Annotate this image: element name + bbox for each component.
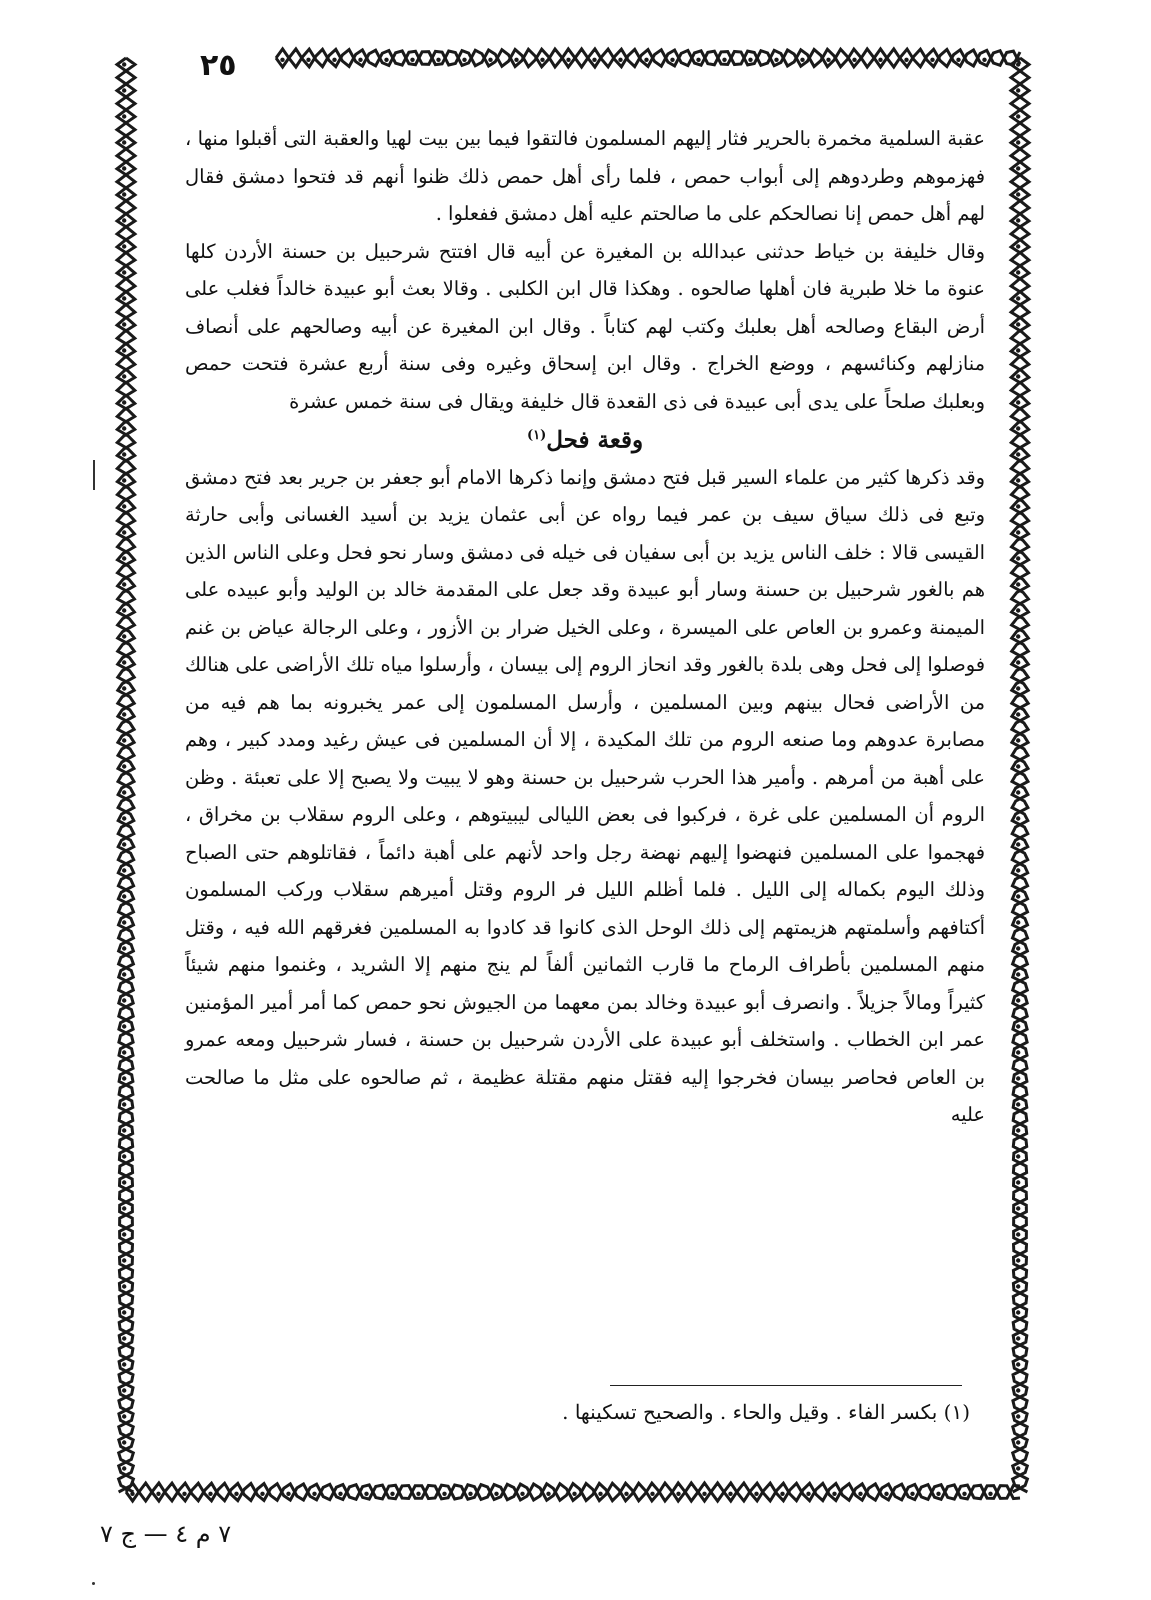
border-left-bead	[122, 1102, 126, 1106]
border-right-bead	[1016, 972, 1020, 976]
border-left-bead	[122, 1076, 126, 1080]
border-right-bead	[1016, 790, 1020, 794]
border-left-bead	[122, 504, 126, 508]
border-right-bead	[1016, 426, 1020, 430]
footnote-ref: (١)	[526, 428, 547, 443]
border-left-bead	[122, 712, 126, 716]
border-top-bead	[488, 58, 492, 62]
border-left-bead	[122, 1232, 126, 1236]
border-left-bead	[122, 1258, 126, 1262]
border-left-bead	[122, 1440, 126, 1444]
border-top-bead	[280, 58, 284, 62]
page-number: ٢٥	[200, 48, 237, 83]
border-bottom-bead	[780, 1492, 784, 1496]
border-top-bead	[618, 58, 622, 62]
border-left-bead	[122, 894, 126, 898]
border-left-bead	[122, 62, 126, 66]
border-top-bead	[722, 58, 726, 62]
border-top-bead	[462, 58, 466, 62]
border-right-bead	[1016, 348, 1020, 352]
border-bottom-bead	[494, 1492, 498, 1496]
border-right-bead	[1016, 1102, 1020, 1106]
border-left-bead	[122, 374, 126, 378]
border-right-bead	[1016, 1206, 1020, 1210]
border-right-bead	[1016, 1388, 1020, 1392]
border-right-bead	[1016, 1180, 1020, 1184]
border-left-bead	[122, 1128, 126, 1132]
border-right-bead	[1016, 1076, 1020, 1080]
border-bottom-bead	[910, 1492, 914, 1496]
border-bottom-bead	[936, 1492, 940, 1496]
border-right-bead	[1016, 114, 1020, 118]
border-top-bead	[826, 58, 830, 62]
border-right-bead	[1016, 556, 1020, 560]
border-top-bead	[566, 58, 570, 62]
border-left-bead	[122, 452, 126, 456]
border-left-bead	[122, 816, 126, 820]
border-left-bead	[122, 1310, 126, 1314]
border-top-bead	[696, 58, 700, 62]
border-left-bead	[122, 972, 126, 976]
border-right-bead	[1016, 478, 1020, 482]
border-top-bead	[540, 58, 544, 62]
border-right-bead	[1016, 608, 1020, 612]
border-left-bead	[122, 556, 126, 560]
border-bottom-bead	[364, 1492, 368, 1496]
border-bottom-bead	[442, 1492, 446, 1496]
border-right-bead	[1016, 1024, 1020, 1028]
border-right-bead	[1016, 1232, 1020, 1236]
page-body	[185, 120, 985, 1134]
border-top-bead	[774, 58, 778, 62]
border-left-bead	[122, 166, 126, 170]
border-left-bead	[122, 946, 126, 950]
border-right-bead	[1016, 296, 1020, 300]
border-right-bead	[1016, 1414, 1020, 1418]
border-right-bead	[1016, 816, 1020, 820]
border-left-bead	[122, 1388, 126, 1392]
border-top-bead	[982, 58, 986, 62]
border-top-bead	[904, 58, 908, 62]
border-right-bead	[1016, 452, 1020, 456]
border-right-bead	[1016, 530, 1020, 534]
border-top-bead	[384, 58, 388, 62]
border-bottom-bead	[390, 1492, 394, 1496]
border-left-bead	[122, 218, 126, 222]
border-right-bead	[1016, 946, 1020, 950]
border-right-bead	[1016, 868, 1020, 872]
border-right-bead	[1016, 842, 1020, 846]
border-right-bead	[1016, 1440, 1020, 1444]
border-bottom-bead	[702, 1492, 706, 1496]
border-left-bead	[122, 114, 126, 118]
border-left-bead	[122, 1154, 126, 1158]
border-left-bead	[122, 1466, 126, 1470]
border-bottom-bead	[806, 1492, 810, 1496]
border-bottom-bead	[650, 1492, 654, 1496]
border-left-bead	[122, 998, 126, 1002]
border-top-bead	[800, 58, 804, 62]
stray-dot	[92, 1582, 95, 1585]
border-left-bead	[122, 1206, 126, 1210]
section-heading-text: وقعة فحل	[546, 426, 644, 454]
border-right-bead	[1016, 140, 1020, 144]
border-right-bead	[1016, 712, 1020, 716]
border-left-bead	[122, 270, 126, 274]
border-left-bead	[122, 738, 126, 742]
border-right-bead	[1016, 1466, 1020, 1470]
border-right-bead	[1016, 244, 1020, 248]
border-bottom-bead	[858, 1492, 862, 1496]
border-right-bead	[1016, 582, 1020, 586]
border-bottom-bead	[182, 1492, 186, 1496]
border-bottom-bead	[286, 1492, 290, 1496]
footnote: (١) بكسر الفاء . وقيل والحاء . والصحيح تسكينها .	[562, 1400, 970, 1424]
border-bottom-bead	[988, 1492, 992, 1496]
border-right-bead	[1016, 660, 1020, 664]
border-top-bead	[930, 58, 934, 62]
border-right-bead	[1016, 270, 1020, 274]
border-right-bead	[1016, 1310, 1020, 1314]
border-left-bead	[122, 348, 126, 352]
printer-signature: ٧ م ٤ — ج ٧	[100, 1520, 232, 1548]
border-left-bead	[122, 322, 126, 326]
border-left-bead	[122, 868, 126, 872]
border-left-bead	[122, 660, 126, 664]
border-left-bead	[122, 920, 126, 924]
border-right-bead	[1016, 686, 1020, 690]
border-right-bead	[1016, 1362, 1020, 1366]
border-bottom-bead	[676, 1492, 680, 1496]
border-bottom-bead	[754, 1492, 758, 1496]
border-top-bead	[878, 58, 882, 62]
border-left-bead	[122, 400, 126, 404]
border-left-bead	[122, 1284, 126, 1288]
border-bottom-bead	[624, 1492, 628, 1496]
border-right-bead	[1016, 192, 1020, 196]
border-top-bead	[514, 58, 518, 62]
border-right-bead	[1016, 166, 1020, 170]
border-top-bead	[332, 58, 336, 62]
border-right-bead	[1016, 764, 1020, 768]
border-left-bead	[122, 296, 126, 300]
border-left-bead	[122, 140, 126, 144]
border-right-bead	[1016, 504, 1020, 508]
border-right-bead	[1016, 400, 1020, 404]
border-left-bead	[122, 1362, 126, 1366]
border-top-bead	[956, 58, 960, 62]
border-right-bead	[1016, 88, 1020, 92]
border-right-bead	[1016, 322, 1020, 326]
border-bottom-bead	[598, 1492, 602, 1496]
border-left-bead	[122, 582, 126, 586]
border-left-bead	[122, 530, 126, 534]
border-bottom-bead	[208, 1492, 212, 1496]
border-bottom-bead	[312, 1492, 316, 1496]
border-bottom-bead	[468, 1492, 472, 1496]
border-bottom-bead	[416, 1492, 420, 1496]
border-left-bead	[122, 790, 126, 794]
border-left-bead	[122, 634, 126, 638]
border-left-bead	[122, 1180, 126, 1184]
border-top-bead	[748, 58, 752, 62]
footnote-rule	[610, 1385, 962, 1386]
border-bottom-bead	[234, 1492, 238, 1496]
border-right-bead	[1016, 1336, 1020, 1340]
border-bottom-bead	[260, 1492, 264, 1496]
border-right-bead	[1016, 374, 1020, 378]
paragraph-2: وقال خليفة بن خياط حدثنى عبدالله بن المغيرة عن أبيه قال افتتح شرحبيل بن حسنة الأردن كلها عنوة ما خلا طبرية فان أهلها صالحوه . وهكذا قال ابن الكلبى . وقالا بعث أبو عبيدة خالداً فغلب على أرض البقاع وصالحه أهل بعلبك وكتب لهم كتاباً . وقال ابن المغيرة عن أبيه وصالحهم على أنصاف منازلهم وكنائسهم ، ووضع الخراج . وقال ابن إسحاق وغيره وفى سنة أربع عشرة فتحت حمص وبعلبك صلحاً على يدى أبى عبيدة فى ذى القعدة قال خليفة ويقال فى سنة خمس عشرة	[185, 239, 985, 413]
border-top-bead	[592, 58, 596, 62]
border-left-bead	[122, 608, 126, 612]
border-left-bead	[122, 192, 126, 196]
border-top-bead	[358, 58, 362, 62]
border-left-bead	[122, 1050, 126, 1054]
border-right-bead	[1016, 218, 1020, 222]
border-right-bead	[1016, 1050, 1020, 1054]
border-left-bead	[122, 764, 126, 768]
border-bottom-bead	[884, 1492, 888, 1496]
paragraph-3: وقد ذكرها كثير من علماء السير قبل فتح دمشق وإنما ذكرها الامام أبو جعفر بن جرير بعد فتح دمشق وتبع فى ذلك سياق سيف بن عمر فيما رواه عن أبى عثمان يزيد بن أسيد الغسانى وأبى حارثة القيسى قالا : خلف الناس يزيد بن أبى سفيان فى خيله فى دمشق وسار نحو فحل وعلى الناس الذين هم بالغور شرحبيل بن حسنة وسار أبو عبيدة وقد جعل على المقدمة خالد بن الوليد وأبو عبيده على الميمنة وعمرو بن العاص على الميسرة ، وعلى الخيل ضرار بن الأزور ، وعلى الرجالة عياض بن غنم فوصلوا إلى فحل وهى بلدة بالغور وقد انحاز الروم إلى بيسان ، وأرسلوا مياه تلك الأراضى على هنالك من الأراضى فحال بينهم وبين المسلمين ، وأرسل المسلمون إلى عمر يخبرونه بما هم فيه من مصابرة عدوهم وما صنعه الروم من تلك المكيدة ، إلا أن المسلمين فى عيش رغيد ومدد كبير ، وهم على أهبة من أمرهم . وأمير هذا الحرب شرحبيل بن حسنة وهو لا يبيت ولا يصبح إلا على تعبئة . وظن الروم أن المسلمين على غرة ، فركبوا فى بعض الليالى ليبيتوهم ، وعلى الروم سقلاب بن مخراق ، فهجموا على المسلمين فنهضوا إليهم نهضة رجل واحد لأنهم على أهبة دائماً ، فقاتلوهم حتى الصباح وذلك اليوم بكماله إلى الليل . فلما أظلم الليل فر الروم وقتل أميرهم سقلاب وركب المسلمون أكتافهم وأسلمتهم هزيمتهم إلى ذلك الوحل الذى كانوا قد كادوا به المسلمين فغرقهم الله فيه ، وقتل منهم المسلمين بأطراف الرماح ما قارب الثمانين ألفاً لم ينج منهم إلا الشريد ، وغنموا منهم شيئاً كثيراً ومالاً جزيلاً . وانصرف أبو عبيدة وخالد بمن معهما من الجيوش نحو حمص كما أمر أمير المؤمنين عمر ابن الخطاب . واستخلف أبو عبيدة على الأردن شرحبيل بن حسنة ، فسار شرحبيل ومعه عمرو بن العاص فحاصر بيسان فخرجوا إليه فقتل منهم مقتلة عظيمة ، ثم صالحوه على مثل ما صالحت عليه	[185, 465, 985, 1127]
border-left-bead	[122, 842, 126, 846]
border-left-bead	[122, 88, 126, 92]
border-top-bead	[436, 58, 440, 62]
border-left-bead	[122, 244, 126, 248]
border-right-bead	[1016, 62, 1020, 66]
border-top-bead	[670, 58, 674, 62]
border-left-bead	[122, 1336, 126, 1340]
border-right-bead	[1016, 634, 1020, 638]
border-left-bead	[122, 478, 126, 482]
border-bottom-bead	[156, 1492, 160, 1496]
border-right-bead	[1016, 1258, 1020, 1262]
border-bottom-bead	[962, 1492, 966, 1496]
paragraph-1: عقبة السلمية مخمرة بالحرير فثار إليهم المسلمون فالتقوا فيما بين بيت لهيا والعقبة التى أقبلوا منها ، فهزموهم وطردوهم إلى أبواب حمص ، فلما رأى أهل حمص ذلك ظنوا أنهم قد فتحوا دمشق فقال لهم أهل حمص إنا نصالحكم على ما صالحتم عليه أهل دمشق ففعلوا .	[185, 127, 985, 225]
border-top-bead	[410, 58, 414, 62]
section-heading	[185, 418, 985, 459]
border-left-bead	[122, 1414, 126, 1418]
border-right-bead	[1016, 1128, 1020, 1132]
border-bottom-bead	[546, 1492, 550, 1496]
border-left-bead	[122, 426, 126, 430]
border-right-bead	[1016, 1284, 1020, 1288]
margin-mark	[93, 460, 95, 490]
border-right-bead	[1016, 1154, 1020, 1158]
border-top-bead	[852, 58, 856, 62]
border-right-bead	[1016, 920, 1020, 924]
border-right-bead	[1016, 738, 1020, 742]
border-bottom-bead	[728, 1492, 732, 1496]
border-bottom-bead	[572, 1492, 576, 1496]
border-right-bead	[1016, 894, 1020, 898]
border-top-bead	[644, 58, 648, 62]
border-bottom-bead	[520, 1492, 524, 1496]
border-left-bead	[122, 686, 126, 690]
border-left-bead	[122, 1024, 126, 1028]
border-bottom-bead	[832, 1492, 836, 1496]
border-right-bead	[1016, 998, 1020, 1002]
border-bottom-bead	[338, 1492, 342, 1496]
border-top-bead	[306, 58, 310, 62]
